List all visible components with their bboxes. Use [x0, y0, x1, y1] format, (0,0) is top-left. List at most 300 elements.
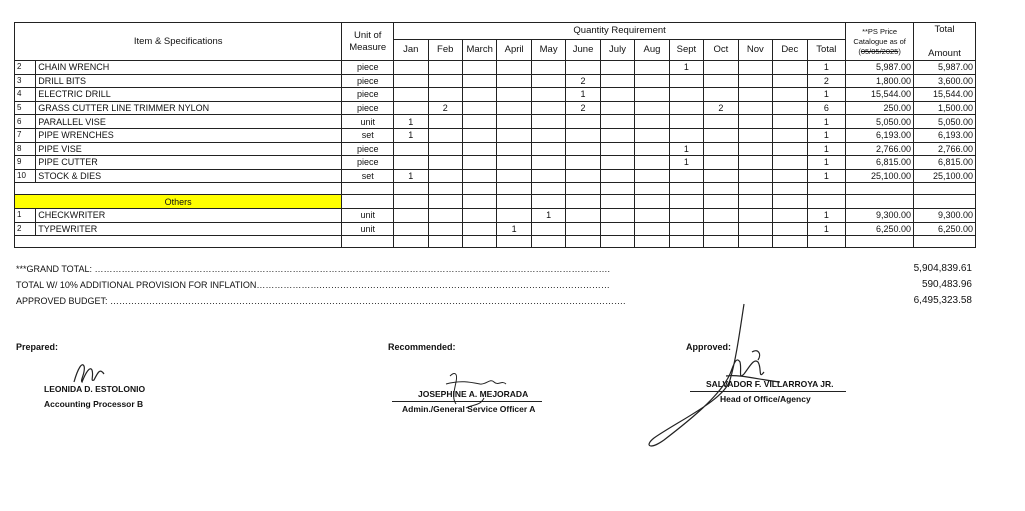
row-number: 2	[15, 61, 36, 75]
ps-price-line2: Catalogue as of	[853, 36, 906, 46]
month-qty-cell	[497, 142, 531, 156]
spacer-cell	[704, 236, 738, 248]
month-qty-cell	[462, 208, 496, 222]
spacer-cell	[773, 183, 807, 195]
qty-total-cell: 1	[807, 156, 846, 170]
spacer-cell	[394, 236, 428, 248]
spacer-cell	[462, 236, 496, 248]
procurement-table	[14, 22, 976, 248]
month-qty-cell	[738, 61, 772, 75]
spacer-cell	[342, 183, 394, 195]
month-qty-cell	[566, 61, 600, 75]
amount-cell: 6,250.00	[914, 222, 976, 236]
month-qty-cell	[462, 128, 496, 142]
month-qty-cell	[738, 128, 772, 142]
table-row	[15, 142, 976, 156]
month-qty-cell	[394, 142, 428, 156]
month-qty-cell	[704, 88, 738, 102]
month-qty-cell	[600, 74, 634, 88]
total-amount-header	[914, 23, 976, 61]
month-qty-cell	[704, 142, 738, 156]
prepared-position: Accounting Processor B	[44, 399, 144, 409]
month-qty-cell	[704, 208, 738, 222]
spacer-cell	[566, 183, 600, 195]
spacer-cell	[600, 236, 634, 248]
month-qty-cell	[738, 208, 772, 222]
month-qty-cell	[669, 101, 703, 115]
month-qty-cell	[635, 88, 669, 102]
month-header-2: March	[462, 40, 496, 61]
empty-cell	[428, 195, 462, 209]
month-qty-cell	[462, 88, 496, 102]
month-qty-cell: 1	[669, 156, 703, 170]
month-qty-cell	[773, 208, 807, 222]
empty-cell	[669, 195, 703, 209]
month-qty-cell	[462, 115, 496, 129]
month-qty-cell	[462, 61, 496, 75]
month-qty-cell	[738, 222, 772, 236]
month-qty-cell	[566, 142, 600, 156]
month-qty-cell: 2	[704, 101, 738, 115]
month-qty-cell	[394, 88, 428, 102]
month-header-12: Total	[807, 40, 846, 61]
empty-cell	[497, 195, 531, 209]
approved-budget-value: 6,495,323.58	[913, 295, 972, 306]
item-name: PIPE CUTTER	[36, 156, 342, 170]
row-number: 10	[15, 169, 36, 183]
month-qty-cell	[773, 61, 807, 75]
table-row	[15, 74, 976, 88]
month-qty-cell	[669, 169, 703, 183]
month-qty-cell	[531, 115, 565, 129]
month-qty-cell	[773, 88, 807, 102]
spacer-cell	[15, 183, 342, 195]
month-header-5: June	[566, 40, 600, 61]
month-qty-cell	[566, 222, 600, 236]
table-row	[15, 128, 976, 142]
month-qty-cell	[566, 115, 600, 129]
month-header-3: April	[497, 40, 531, 61]
qty-total-cell: 1	[807, 208, 846, 222]
amount-cell: 6,815.00	[914, 156, 976, 170]
row-number: 5	[15, 101, 36, 115]
month-qty-cell	[600, 88, 634, 102]
month-qty-cell: 2	[566, 74, 600, 88]
table-row	[15, 156, 976, 170]
ps-price-cell: 6,815.00	[846, 156, 914, 170]
month-qty-cell	[394, 208, 428, 222]
spacer-cell	[497, 236, 531, 248]
month-qty-cell	[428, 128, 462, 142]
spacer-cell	[497, 183, 531, 195]
amount-cell: 6,193.00	[914, 128, 976, 142]
month-qty-cell: 1	[531, 208, 565, 222]
month-qty-cell	[635, 101, 669, 115]
month-qty-cell	[531, 156, 565, 170]
table-row	[15, 222, 976, 236]
month-qty-cell	[773, 169, 807, 183]
approved-name: SALVADOR F. VILLARROYA JR.	[706, 379, 834, 389]
month-qty-cell	[704, 169, 738, 183]
month-qty-cell	[497, 74, 531, 88]
row-number: 7	[15, 128, 36, 142]
month-qty-cell	[600, 169, 634, 183]
month-qty-cell: 1	[669, 142, 703, 156]
month-qty-cell	[600, 128, 634, 142]
month-qty-cell	[704, 61, 738, 75]
empty-cell	[704, 195, 738, 209]
month-qty-cell	[669, 88, 703, 102]
month-qty-cell	[635, 142, 669, 156]
month-qty-cell	[704, 74, 738, 88]
month-qty-cell	[635, 208, 669, 222]
month-qty-cell	[600, 61, 634, 75]
spacer-cell	[669, 183, 703, 195]
month-qty-cell	[428, 115, 462, 129]
ps-price-cell: 6,250.00	[846, 222, 914, 236]
amount-cell: 25,100.00	[914, 169, 976, 183]
month-qty-cell	[394, 156, 428, 170]
month-header-7: Aug	[635, 40, 669, 61]
month-qty-cell	[497, 88, 531, 102]
row-number: 8	[15, 142, 36, 156]
month-qty-cell	[704, 128, 738, 142]
month-qty-cell	[600, 222, 634, 236]
unit-cell: piece	[342, 101, 394, 115]
month-qty-cell	[531, 61, 565, 75]
ps-price-cell: 25,100.00	[846, 169, 914, 183]
spacer-cell	[807, 183, 846, 195]
ps-price-cell: 250.00	[846, 101, 914, 115]
empty-cell	[566, 195, 600, 209]
spacer-cell	[669, 236, 703, 248]
item-name: ELECTRIC DRILL	[36, 88, 342, 102]
unit-cell: set	[342, 169, 394, 183]
amount-cell: 15,544.00	[914, 88, 976, 102]
month-qty-cell	[462, 222, 496, 236]
ppmp-table-wrapper	[14, 22, 976, 248]
ps-price-header	[846, 23, 914, 61]
month-qty-cell	[773, 128, 807, 142]
month-header-10: Nov	[738, 40, 772, 61]
unit-header-line2: Measure	[349, 41, 387, 53]
total-amount-line2: Amount	[928, 47, 961, 59]
inflation-label: TOTAL W/ 10% ADDITIONAL PROVISION FOR INFLATION………………….……………………………………………………………………………………	[16, 280, 610, 290]
month-qty-cell	[531, 74, 565, 88]
spacer-cell	[15, 236, 342, 248]
items-body	[15, 61, 976, 248]
empty-cell	[807, 195, 846, 209]
item-name: CHAIN WRENCH	[36, 61, 342, 75]
month-qty-cell	[394, 222, 428, 236]
ps-price-line1: **PS Price	[862, 26, 898, 36]
month-qty-cell	[428, 222, 462, 236]
grand-total-value: 5,904,839.61	[913, 263, 972, 274]
ps-price-cell: 5,987.00	[846, 61, 914, 75]
month-qty-cell	[635, 128, 669, 142]
spacer-cell	[635, 183, 669, 195]
month-qty-cell	[738, 142, 772, 156]
month-qty-cell	[531, 222, 565, 236]
month-qty-cell	[497, 115, 531, 129]
month-qty-cell: 1	[566, 88, 600, 102]
qty-total-cell: 1	[807, 88, 846, 102]
empty-cell	[738, 195, 772, 209]
item-name: PIPE VISE	[36, 142, 342, 156]
amount-cell: 2,766.00	[914, 142, 976, 156]
unit-cell: unit	[342, 115, 394, 129]
item-name: CHECKWRITER	[36, 208, 342, 222]
recommended-label: Recommended:	[388, 342, 456, 352]
unit-header	[342, 23, 394, 61]
qty-total-cell: 2	[807, 74, 846, 88]
month-qty-cell: 1	[669, 61, 703, 75]
month-qty-cell	[566, 156, 600, 170]
amount-cell: 5,987.00	[914, 61, 976, 75]
qty-total-cell: 1	[807, 169, 846, 183]
month-qty-cell	[497, 156, 531, 170]
table-row	[15, 61, 976, 75]
month-header-8: Sept	[669, 40, 703, 61]
spacer-cell	[807, 236, 846, 248]
grand-total-label: ***GRAND TOTAL: ……………………………………………………………………………………………………………………………………………………….	[16, 264, 611, 274]
month-qty-cell	[566, 128, 600, 142]
month-qty-cell	[600, 156, 634, 170]
item-name: TYPEWRITER	[36, 222, 342, 236]
spacer-cell	[428, 236, 462, 248]
item-name: GRASS CUTTER LINE TRIMMER NYLON	[36, 101, 342, 115]
row-number: 3	[15, 74, 36, 88]
month-qty-cell	[462, 142, 496, 156]
approved-position: Head of Office/Agency	[720, 394, 811, 404]
month-qty-cell: 1	[394, 115, 428, 129]
unit-cell: unit	[342, 208, 394, 222]
month-qty-cell	[566, 208, 600, 222]
qty-total-cell: 1	[807, 142, 846, 156]
month-qty-cell	[462, 156, 496, 170]
ps-price-cell: 15,544.00	[846, 88, 914, 102]
month-qty-cell: 2	[428, 101, 462, 115]
month-qty-cell	[738, 88, 772, 102]
unit-header-line1: Unit of	[353, 29, 382, 41]
spacer-cell	[773, 236, 807, 248]
item-spec-header: Item & Specifications	[15, 23, 342, 61]
spacer-cell	[738, 236, 772, 248]
month-qty-cell	[773, 101, 807, 115]
month-qty-cell	[669, 128, 703, 142]
amount-cell: 9,300.00	[914, 208, 976, 222]
others-section-row	[15, 195, 976, 209]
month-header-4: May	[531, 40, 565, 61]
recommended-name: JOSEPHINE A. MEJORADA	[418, 389, 529, 399]
row-number: 2	[15, 222, 36, 236]
month-qty-cell	[428, 74, 462, 88]
table-row	[15, 208, 976, 222]
month-qty-cell	[600, 208, 634, 222]
month-qty-cell	[669, 208, 703, 222]
qty-total-cell: 1	[807, 61, 846, 75]
month-qty-cell	[738, 115, 772, 129]
recommended-position: Admin./General Service Officer A	[402, 404, 536, 414]
month-qty-cell	[635, 169, 669, 183]
ps-price-cell: 1,800.00	[846, 74, 914, 88]
ps-price-paren-close: )	[898, 46, 901, 56]
row-number: 9	[15, 156, 36, 170]
month-header-0: Jan	[394, 40, 428, 61]
table-row	[15, 115, 976, 129]
month-qty-cell	[773, 222, 807, 236]
approved-signature-line	[690, 391, 846, 392]
empty-cell	[462, 195, 496, 209]
month-qty-cell	[635, 222, 669, 236]
month-qty-cell	[531, 142, 565, 156]
month-qty-cell	[635, 61, 669, 75]
month-qty-cell	[428, 208, 462, 222]
month-qty-cell	[669, 115, 703, 129]
total-amount-line1: Total	[934, 23, 955, 35]
unit-cell: piece	[342, 74, 394, 88]
month-qty-cell	[738, 156, 772, 170]
item-name: DRILL BITS	[36, 74, 342, 88]
month-qty-cell	[428, 88, 462, 102]
spacer-cell	[531, 183, 565, 195]
month-qty-cell	[428, 169, 462, 183]
inflation-value: 590,483.96	[921, 279, 972, 290]
month-qty-cell	[669, 222, 703, 236]
month-qty-cell: 1	[394, 169, 428, 183]
spacer-cell	[342, 236, 394, 248]
month-qty-cell	[566, 169, 600, 183]
empty-cell	[342, 195, 394, 209]
month-qty-cell	[497, 128, 531, 142]
month-qty-cell	[704, 222, 738, 236]
item-name: STOCK & DIES	[36, 169, 342, 183]
month-qty-cell	[428, 156, 462, 170]
qty-total-cell: 1	[807, 128, 846, 142]
ps-price-date: 05/05/2025	[860, 46, 899, 56]
amount-cell: 3,600.00	[914, 74, 976, 88]
month-qty-cell	[394, 74, 428, 88]
approved-signature	[640, 300, 790, 450]
month-header-6: July	[600, 40, 634, 61]
month-qty-cell	[635, 74, 669, 88]
month-qty-cell	[531, 101, 565, 115]
ps-price-cell: 2,766.00	[846, 142, 914, 156]
month-qty-cell	[531, 169, 565, 183]
unit-cell: piece	[342, 142, 394, 156]
month-qty-cell	[462, 74, 496, 88]
month-qty-cell	[635, 115, 669, 129]
month-header-11: Dec	[773, 40, 807, 61]
month-qty-cell	[497, 169, 531, 183]
month-qty-cell	[669, 74, 703, 88]
item-name: PARALLEL VISE	[36, 115, 342, 129]
unit-cell: piece	[342, 156, 394, 170]
month-qty-cell	[394, 61, 428, 75]
empty-cell	[635, 195, 669, 209]
amount-cell: 5,050.00	[914, 115, 976, 129]
spacer-cell	[394, 183, 428, 195]
empty-cell	[773, 195, 807, 209]
spacer-cell	[704, 183, 738, 195]
month-qty-cell	[773, 74, 807, 88]
prepared-label: Prepared:	[16, 342, 59, 352]
month-qty-cell	[428, 142, 462, 156]
table-row	[15, 169, 976, 183]
empty-cell	[394, 195, 428, 209]
month-qty-cell	[497, 61, 531, 75]
ps-price-paren-open: (	[858, 46, 861, 56]
amount-cell: 1,500.00	[914, 101, 976, 115]
spacer-cell	[914, 236, 976, 248]
spacer-cell	[846, 236, 914, 248]
row-number: 4	[15, 88, 36, 102]
empty-cell	[846, 195, 914, 209]
month-qty-cell	[531, 88, 565, 102]
row-number: 1	[15, 208, 36, 222]
spacer-cell	[428, 183, 462, 195]
month-qty-cell	[738, 74, 772, 88]
month-qty-cell	[600, 115, 634, 129]
month-qty-cell: 2	[566, 101, 600, 115]
unit-cell: piece	[342, 61, 394, 75]
month-qty-cell	[773, 142, 807, 156]
month-qty-cell: 1	[497, 222, 531, 236]
empty-cell	[600, 195, 634, 209]
month-qty-cell	[600, 142, 634, 156]
spacer-cell	[738, 183, 772, 195]
month-qty-cell	[462, 169, 496, 183]
month-qty-cell	[428, 61, 462, 75]
ps-price-cell: 9,300.00	[846, 208, 914, 222]
spacer-cell	[600, 183, 634, 195]
qty-total-cell: 6	[807, 101, 846, 115]
spacer-cell	[531, 236, 565, 248]
spacer-cell	[846, 183, 914, 195]
recommended-signature-line	[392, 401, 542, 402]
unit-cell: unit	[342, 222, 394, 236]
table-row	[15, 88, 976, 102]
table-row	[15, 101, 976, 115]
month-qty-cell	[635, 156, 669, 170]
quantity-requirement-header: Quantity Requirement	[394, 23, 846, 40]
month-qty-cell	[600, 101, 634, 115]
row-number: 6	[15, 115, 36, 129]
month-qty-cell	[738, 169, 772, 183]
month-qty-cell	[773, 156, 807, 170]
prepared-signature	[70, 360, 110, 386]
spacer-cell	[462, 183, 496, 195]
ps-price-cell: 5,050.00	[846, 115, 914, 129]
month-qty-cell	[704, 156, 738, 170]
prepared-name: LEONIDA D. ESTOLONIO	[44, 384, 146, 394]
qty-total-cell: 1	[807, 115, 846, 129]
spacer-row	[15, 236, 976, 248]
empty-cell	[914, 195, 976, 209]
month-qty-cell	[497, 208, 531, 222]
unit-cell: set	[342, 128, 394, 142]
month-qty-cell	[462, 101, 496, 115]
month-qty-cell	[394, 101, 428, 115]
month-qty-cell	[497, 101, 531, 115]
spacer-cell	[914, 183, 976, 195]
ps-price-cell: 6,193.00	[846, 128, 914, 142]
others-section-label: Others	[15, 195, 342, 209]
month-qty-cell	[773, 115, 807, 129]
month-header-9: Oct	[704, 40, 738, 61]
month-qty-cell	[704, 115, 738, 129]
spacer-cell	[635, 236, 669, 248]
